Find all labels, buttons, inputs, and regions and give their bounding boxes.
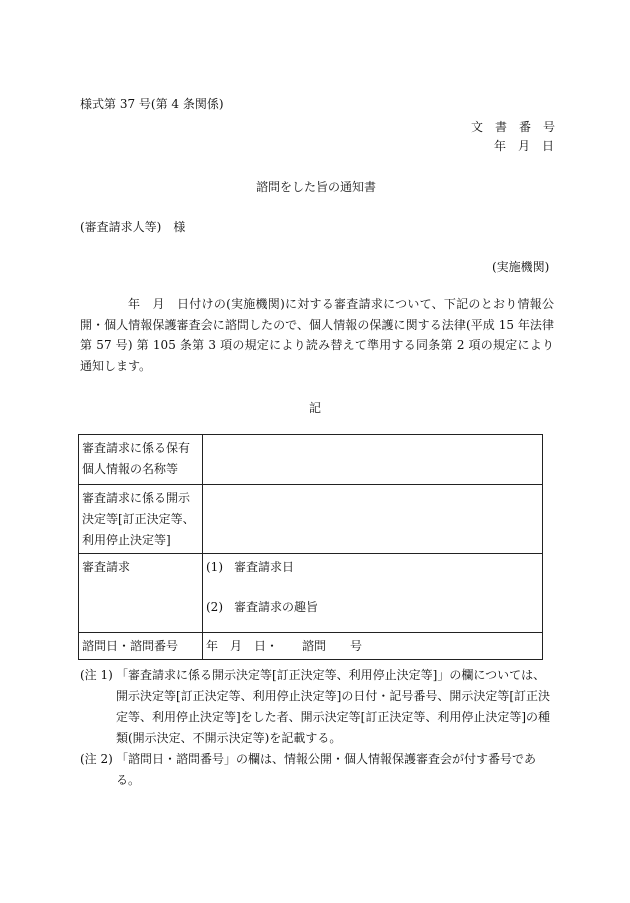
note-1: (注 1) 「審査請求に係る開示決定等[訂正決定等、利用停止決定等]」の欄については、開示決定等[訂正決定等、利用停止決定等]の日付・記号番号、開示決定等[訂正決定等、利用停止決定等]をした者、開示決定等[訂正決定等、利用停止決定等]の種類(開示決定、不開示決定等)を記載する。 (80, 668, 551, 745)
row-label-inquiry-date: 諮問日・諮問番号 (79, 633, 203, 660)
row-value-disclosure-decision (203, 485, 543, 554)
request-date-item: (1) 審査請求日 (206, 560, 295, 574)
row-label-disclosure-decision: 審査請求に係る開示決定等[訂正決定等、利用停止決定等] (79, 485, 203, 554)
document-title: 諮問をした旨の通知書 (256, 180, 377, 194)
record-table (78, 434, 543, 660)
table-row (79, 554, 543, 633)
row-label-personal-info: 審査請求に係る保有個人情報の名称等 (79, 435, 203, 485)
row-label-request: 審査請求 (79, 554, 203, 633)
form-label: 様式第 37 号(第 4 条関係) (80, 97, 224, 111)
row-value-personal-info (203, 435, 543, 485)
note-2: (注 2) 「諮問日・諮問番号」の欄は、情報公開・個人情報保護審査会が付す番号である。 (80, 752, 537, 787)
addressee: (審査請求人等) 様 (80, 220, 186, 234)
document-number-label: 文 書 番 号 (471, 120, 556, 134)
table-row (79, 485, 543, 554)
row-value-request (203, 554, 543, 633)
ki-heading: 記 (309, 401, 322, 415)
row-value-inquiry-date: 年 月 日・ 諮問 号 (203, 633, 543, 660)
date-line: 年 月 日 (494, 139, 555, 153)
agency-name: (実施機関) (492, 260, 550, 274)
table-row (79, 435, 543, 485)
table-row (79, 633, 543, 660)
notice-paragraph: 年 月 日付けの(実施機関)に対する審査請求について、下記のとおり情報公開・個人情報保護審査会に諮問したので、個人情報の保護に関する法律(平成 15 年法律第 57 号) 第 105 条第 3 項の規定により読み替えて準用する同条第 2 項の規定により通知します。 (80, 297, 554, 373)
request-purpose-item: (2) 審査請求の趣旨 (206, 600, 319, 614)
